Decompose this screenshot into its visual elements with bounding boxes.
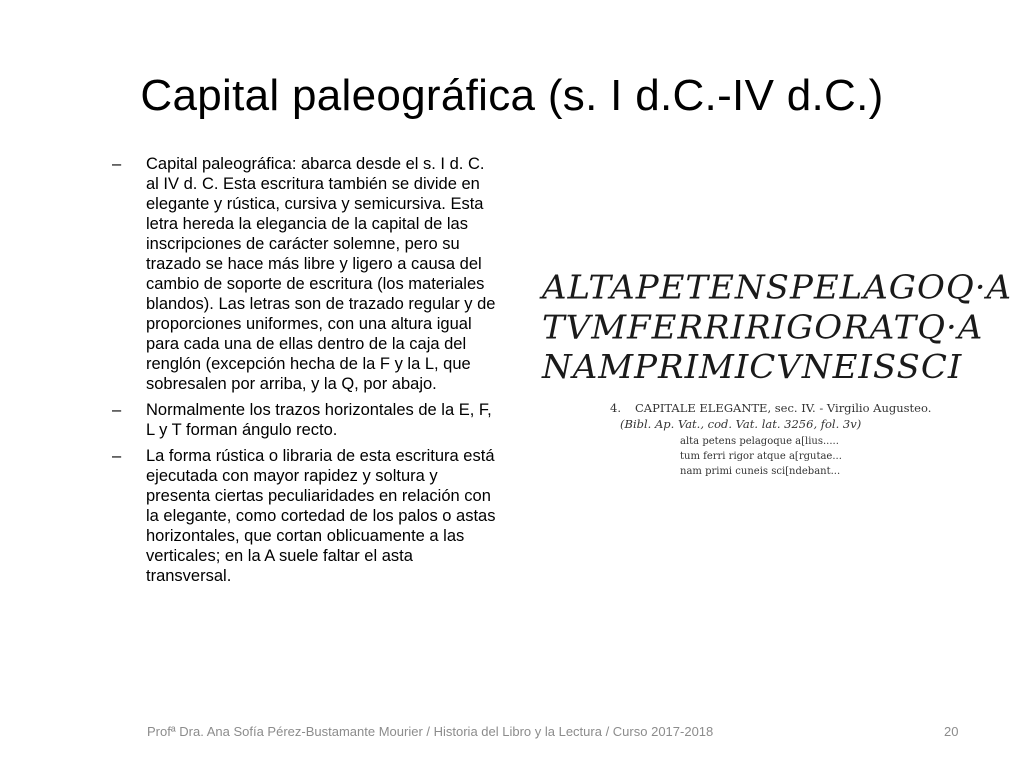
bullet-text: La forma rústica o libraria de esta escritura está ejecutada con mayor rapidez y soltura y presenta ciertas peculiaridades en relación con la elegante, como cortedad de los palos o astas horizontales, que cortan oblicuamente a las verticales; en la A suele faltar el asta transversal. (146, 447, 496, 585)
figure-caption (610, 400, 931, 432)
transliteration-line: tum ferri rigor atque a[rgutae... (680, 451, 842, 462)
bullet-text: Capital paleográfica: abarca desde el s. I d. C. al IV d. C. Esta escritura también se divide en elegante y rústica, cursiva y semicursiva. Esta letra hereda la elegancia de la capital de las inscripciones de carácter solemne, pero su trazado se hace más libre y ligero a causa del cambio de soporte de escritura (los materiales blandos). Las letras son de trazado regular y de proporciones uniformes, con una altura igual para cada una de ellas dentro de la caja del renglón (excepción hecha de la F y la L, que sobresalen por arriba, y la Q, por abajo. (146, 155, 496, 393)
manuscript-figure (540, 268, 1013, 488)
bullet-item (112, 446, 497, 586)
caption-number: 4. (610, 401, 621, 415)
transliteration-line: nam primi cuneis sci[ndebant... (680, 466, 841, 477)
bullet-marker: – (112, 401, 122, 419)
bullet-list (112, 154, 497, 592)
inscription-line: TVMFERRIRIGORATQ·A (542, 308, 984, 347)
page-number: 20 (944, 724, 959, 739)
slide-title: Capital paleográfica (s. I d.C.-IV d.C.) (140, 71, 884, 120)
inscription-line: ALTAPETENSPELAGOQ·A (542, 268, 1013, 307)
bullet-item (112, 400, 497, 440)
caption-source: (Bibl. Ap. Vat., cod. Vat. lat. 3256, fol. 3v) (620, 417, 862, 431)
bullet-item (112, 154, 497, 394)
caption-title: CAPITALE ELEGANTE, sec. IV. - Virgilio Augusteo. (634, 401, 932, 415)
transliteration-line: alta petens pelagoque a[lius..... (680, 436, 839, 447)
figure-transliteration (680, 434, 842, 479)
footer-text: Profª Dra. Ana Sofía Pérez-Bustamante Mourier / Historia del Libro y la Lectura / Curso 2017-2018 (147, 724, 714, 739)
manuscript-inscription (542, 268, 1013, 388)
inscription-line: NAMPRIMICVNEISSCI (542, 348, 963, 387)
bullet-text: Normalmente los trazos horizontales de la E, F, L y T forman ángulo recto. (146, 401, 492, 439)
bullet-marker: – (112, 447, 122, 465)
bullet-marker: – (112, 155, 122, 173)
